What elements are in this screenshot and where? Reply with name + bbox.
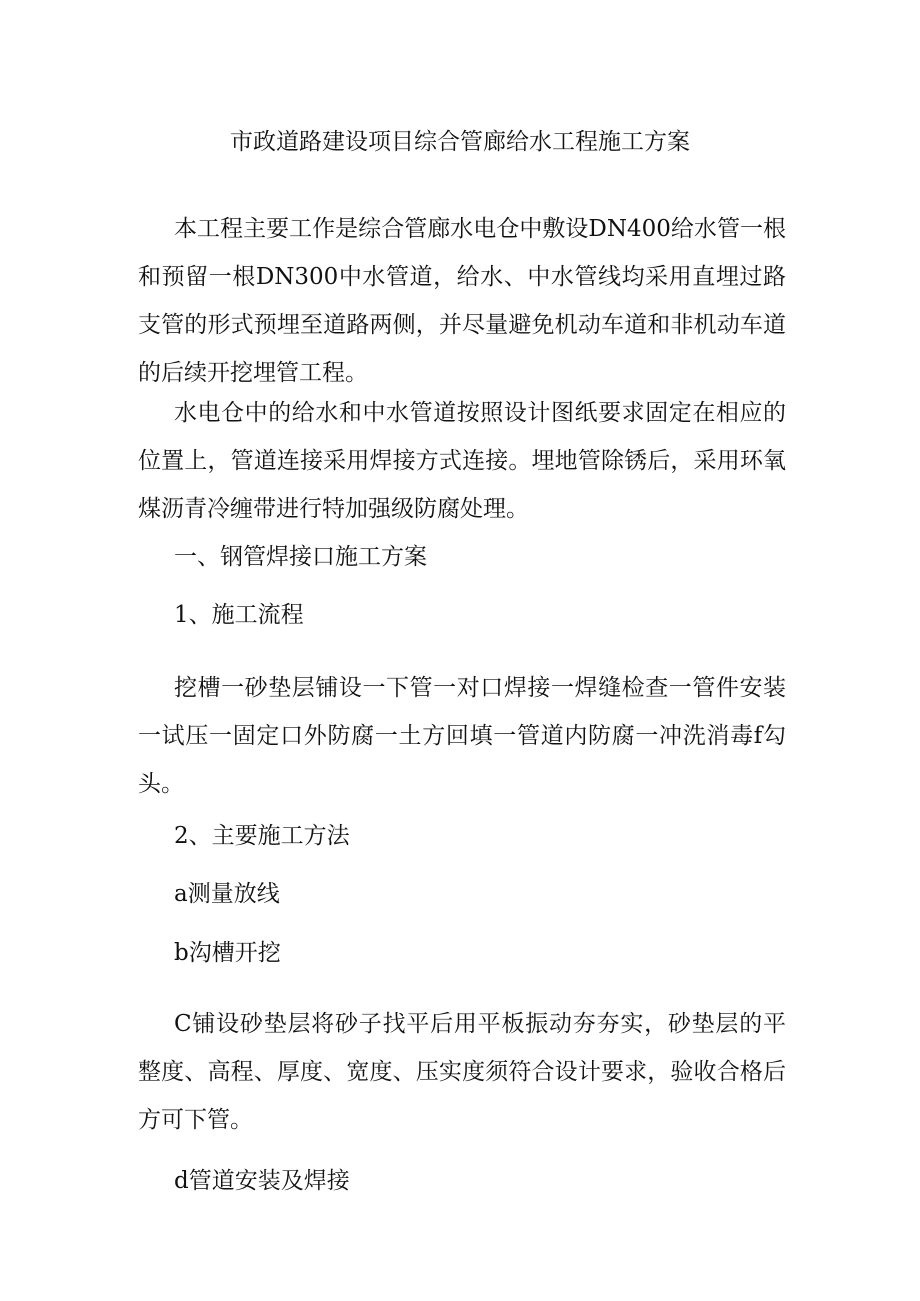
section-heading-welding: 一、钢管焊接口施工方案 (174, 544, 427, 570)
subheading-main-methods: 2、主要施工方法 (174, 823, 350, 849)
list-item-b: b沟槽开挖 (174, 940, 281, 966)
document-title: 市政道路建设项目综合管廊给水工程施工方案 (230, 129, 690, 155)
paragraph-process-flow: 挖槽一砂垫层铺设一下管一对口焊接一焊缝检查一管件安装一试压一固定口外防腐一土方回填一管道内防腐一冲洗消毒f勾头。 (138, 675, 786, 797)
paragraph-pipe-connection: 水电仓中的给水和中水管道按照设计图纸要求固定在相应的位置上，管道连接采用焊接方式连接。埋地管除锈后，采用环氧煤沥青冷缠带进行特加强级防腐处理。 (138, 400, 786, 522)
list-item-d: d管道安装及焊接 (174, 1168, 350, 1194)
paragraph-project-scope: 本工程主要工作是综合管廊水电仓中敷设DN400给水管一根和预留一根DN300中水管道，给水、中水管线均采用直埋过路支管的形式预埋至道路两侧，并尽量避免机动车道和非机动车道的后续开挖埋管工程。 (138, 216, 786, 386)
paragraph-sand-bedding: C铺设砂垫层将砂子找平后用平板振动夯夯实，砂垫层的平整度、高程、厚度、宽度、压实度须符合设计要求，验收合格后方可下管。 (138, 1011, 786, 1133)
subheading-construction-process: 1、施工流程 (174, 602, 304, 628)
list-item-a: a测量放线 (174, 881, 280, 907)
